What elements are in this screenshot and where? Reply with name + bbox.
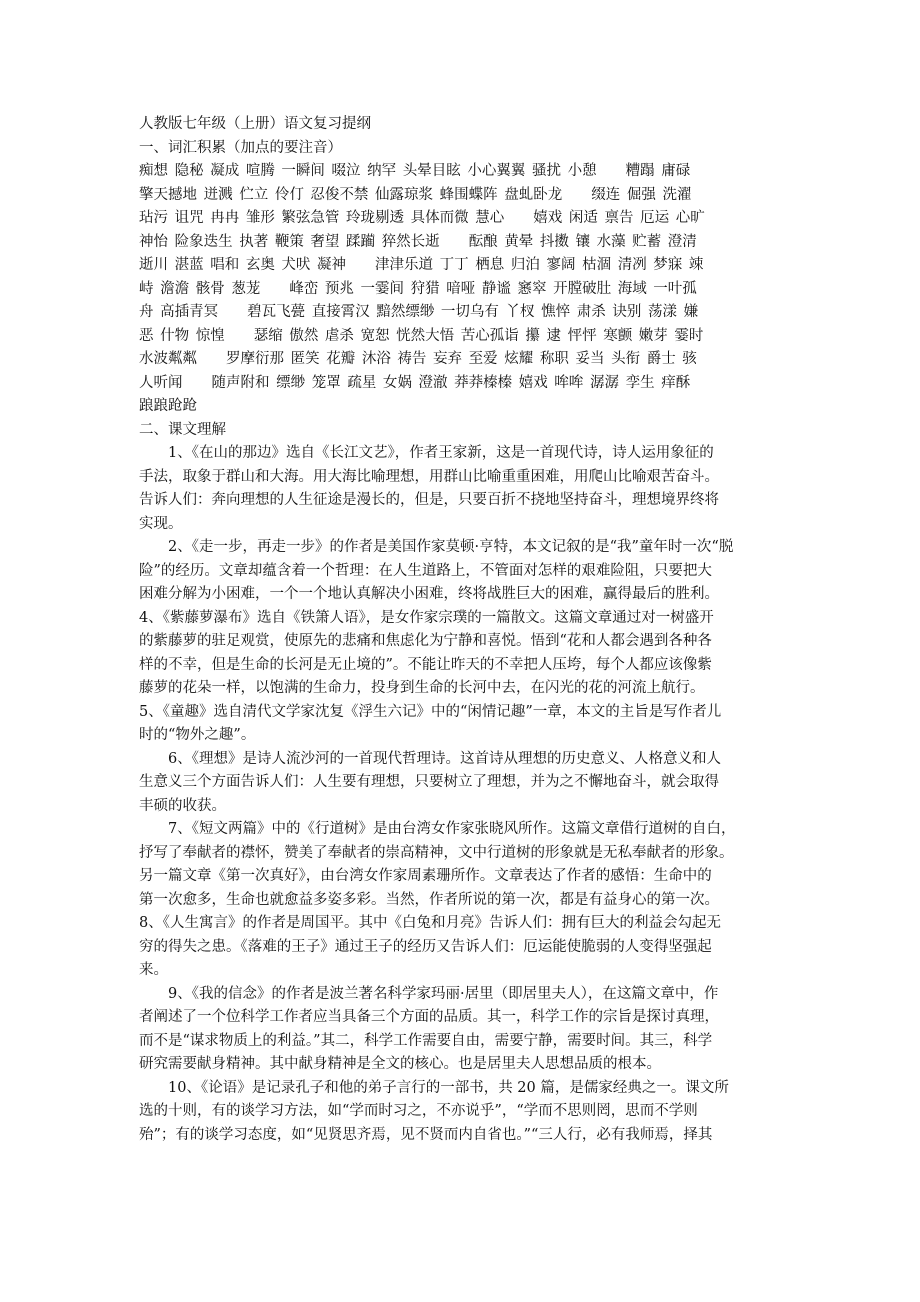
paragraph-line: 研究需要献身精神。其中献身精神是全文的核心。也是居里夫人思想品质的根本。 xyxy=(139,1056,661,1072)
paragraph-line: 抒写了奉献者的襟怀，赞美了奉献者的崇高精神，文中行道树的形象就是无私奉献者的形象。 xyxy=(139,844,734,861)
vocabulary-line: 峙 澹澹 骸骨 葱茏 峰峦 预兆 一霎间 狩猎 喑哑 静谧 窸窣 开膛破肚 海域 一叶孤 xyxy=(139,280,697,297)
paragraph-line: 7、《短文两篇》中的《行道树》是由台湾女作家张晓风所作。这篇文章借行道树的自白， xyxy=(168,821,736,837)
paragraph-line: 告诉人们：奔向理想的人生征途是漫长的，但是，只要百折不挠地坚持奋斗，理想境界终将 xyxy=(139,492,719,508)
vocabulary-list xyxy=(139,160,789,419)
paragraph-line: 困难分解为小困难，一个一个地认真解决小困难，终将战胜巨大的困难，赢得最后的胜利。 xyxy=(139,586,719,602)
paragraph-line: 另一篇文章《第一次真好》，由台湾女作家周素珊所作。文章表达了作者的感悟：生命中的 xyxy=(139,868,712,884)
vocabulary-line: 擎天撼地 迸溅 伫立 伶仃 忍俊不禁 仙露琼浆 蜂围蝶阵 盘虬卧龙 缀连 倔强 洗濯 xyxy=(139,186,692,203)
vocabulary-line: 舟 高插青冥 碧瓦飞甍 直接霄汉 黯然缥缈 一切乌有 丫杈 憔悴 肃杀 诀别 荡漾 嫌 xyxy=(139,304,699,320)
vocabulary-line: 人听闻 随声附和 缥缈 笼罩 疏星 女娲 澄澈 莽莽榛榛 嬉戏 哞哞 潺潺 孪生 痒酥 xyxy=(139,374,691,391)
paragraph-line: 选的十则，有的谈学习方法，如“学而时习之，不亦说乎”，“学而不思则罔，思而不学则 xyxy=(139,1103,698,1119)
paragraph-line: 手法，取象于群山和大海。用大海比喻理想，用群山比喻重重困难，用爬山比喻艰苦奋斗。 xyxy=(139,468,719,485)
paragraph-wisteria xyxy=(139,607,789,701)
vocabulary-line: 玷污 诅咒 冉冉 雏形 繁弦急管 玲珑剔透 具体而微 慧心 嬉戏 闲适 禀告 厄运 心旷 xyxy=(139,210,705,226)
paragraph-line: 4、《紫藤萝瀑布》选自《铁箫人语》，是女作家宗璞的一篇散文。这篇文章通过对一树盛开 xyxy=(139,609,714,626)
section-heading-text-understanding: 二、课文理解 xyxy=(139,421,226,438)
paragraph-line: 第一次愈多，生命也就愈益多姿多彩。当然，作者所说的第一次，都是有益身心的第一次。 xyxy=(139,891,719,908)
paragraph-line: 殆”；有的谈学习态度，如“见贤思齐焉，见不贤而内自省也。”“三人行，必有我师焉，择其 xyxy=(139,1126,713,1143)
paragraph-mountain xyxy=(139,442,789,536)
paragraph-line: 丰硕的收获。 xyxy=(139,797,226,814)
paragraph-one-step xyxy=(139,536,789,607)
paragraph-my-belief xyxy=(139,983,789,1077)
vocabulary-line: 痴想 隐秘 凝成 喧腾 一瞬间 啜泣 纳罕 头晕目眩 小心翼翼 骚扰 小憩 糟蹋 庸碌 xyxy=(139,163,691,179)
vocabulary-line: 逝川 湛蓝 唱和 玄奥 犬吠 凝神 津津乐道 丁丁 栖息 归泊 寥阔 枯涸 清冽 梦寐 竦 xyxy=(139,257,704,273)
paragraph-line: 的紫藤萝的驻足观赏，使原先的悲痛和焦虑化为宁静和喜悦。悟到“花和人都会遇到各种各 xyxy=(139,633,712,649)
paragraph-two-essays xyxy=(139,818,789,912)
paragraph-line: 藤萝的花朵一样，以饱满的生命力，投身到生命的长河中去，在闪光的花的河流上航行。 xyxy=(139,680,705,696)
paragraph-line: 1、《在山的那边》选自《长江文艺》，作者王家新，这是一首现代诗，诗人运用象征的 xyxy=(168,445,714,461)
paragraph-line: 险”的经历。文章却蕴含着一个哲理：在人生道路上，不管面对怎样的艰难险阻，只要把大 xyxy=(139,562,712,579)
document-page xyxy=(139,113,789,1147)
paragraph-line: 10、《论语》是记录孔子和他的弟子言行的一部书，共 20 篇，是儒家经典之一。课文所 xyxy=(168,1079,729,1096)
paragraph-line: 2、《走一步，再走一步》的作者是美国作家莫顿·亨特，本文记叙的是“我”童年时一次“脱 xyxy=(168,539,734,555)
paragraph-line: 来。 xyxy=(139,962,168,978)
paragraph-line: 时的“物外之趣”。 xyxy=(139,727,256,743)
paragraph-line: 8、《人生寓言》的作者是周国平。其中《白兔和月亮》告诉人们：拥有巨大的利益会勾起无 xyxy=(139,915,721,931)
paragraph-analects xyxy=(139,1077,789,1148)
vocabulary-line: 神怡 险象迭生 执著 鞭策 奢望 蹂躏 猝然长逝 酝酿 黄晕 抖擞 镶 水藻 贮蓄 澄清 xyxy=(139,233,697,250)
paragraph-line: 6、《理想》是诗人流沙河的一首现代哲理诗。这首诗从理想的历史意义、人格意义和人 xyxy=(168,750,721,767)
paragraph-line: 实现。 xyxy=(139,515,183,532)
document-title: 人教版七年级（上册）语文复习提纲 xyxy=(139,116,371,132)
paragraph-life-fables xyxy=(139,912,789,983)
paragraph-childhood-fun xyxy=(139,701,789,748)
vocabulary-line: 水波粼粼 罗摩衍那 匿笑 花瓣 沐浴 祷告 妄弃 至爱 炫耀 称职 妥当 头衔 爵士 骇 xyxy=(139,351,697,367)
paragraph-line: 穷的得失之患。《落难的王子》通过王子的经历又告诉人们：厄运能使脆弱的人变得坚强起 xyxy=(139,938,712,955)
paragraph-line: 生意义三个方面告诉人们：人生要有理想，只要树立了理想，并为之不懈地奋斗，就会取得 xyxy=(139,774,719,790)
section-heading-vocabulary: 一、词汇积累（加点的要注音） xyxy=(139,139,342,156)
paragraph-ideal xyxy=(139,748,789,819)
vocabulary-line: 恶 什物 惊惶 瑟缩 傲然 虐杀 宽恕 恍然大悟 苦心孤诣 攥 逮 怦怦 寒颤 嫩芽 霎时 xyxy=(139,327,704,344)
paragraph-line: 样的不幸，但是生命的长河是无止境的”。不能让昨天的不幸把人压垮，每个人都应该像紫 xyxy=(139,656,712,673)
vocabulary-line: 踉踉跄跄 xyxy=(139,398,197,414)
paragraph-line: 5、《童趣》选自清代文学家沈复《浮生六记》中的“闲情记趣”一章，本文的主旨是写作者儿 xyxy=(139,703,722,720)
paragraph-line: 9、《我的信念》的作者是波兰著名科学家玛丽·居里（即居里夫人），在这篇文章中，作 xyxy=(168,985,719,1002)
paragraph-line: 而不是“谋求物质上的利益。”其二，科学工作需要自由，需要宁静，需要时间。其三，科学 xyxy=(139,1032,713,1049)
paragraph-line: 者阐述了一个位科学工作者应当具备三个方面的品质。其一，科学工作的宗旨是探讨真理， xyxy=(139,1009,719,1025)
